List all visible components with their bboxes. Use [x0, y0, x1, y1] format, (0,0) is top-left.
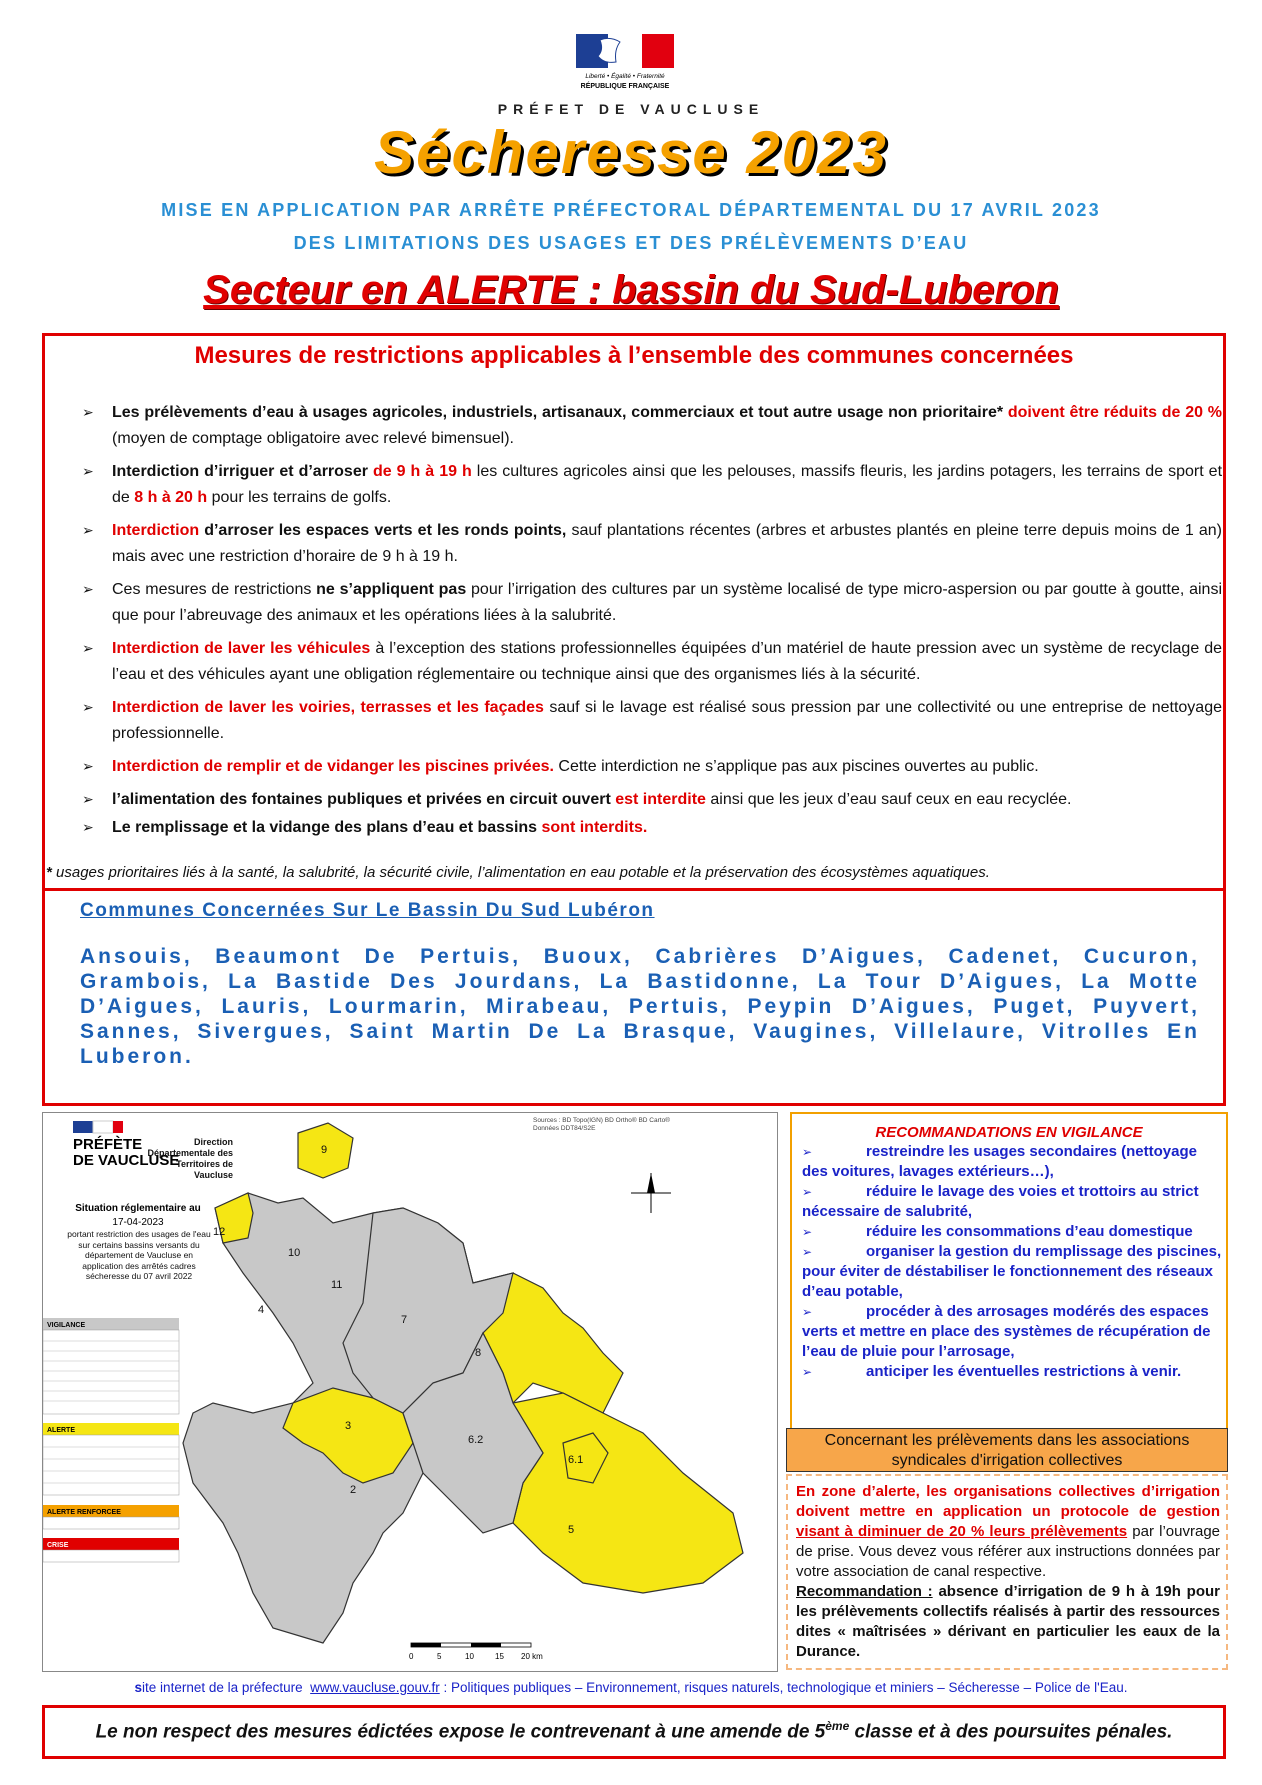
svg-text:10: 10: [465, 1652, 474, 1661]
restriction-item: ➢ Interdiction de remplir et de vidanger les piscines privées. Cette interdiction ne s’applique pas aux piscines ouvertes au public.: [82, 754, 1222, 780]
sector-heading: Secteur en ALERTE : bassin du Sud-Luberon: [203, 268, 1059, 312]
situation-date: 17-04-2023: [112, 1217, 164, 1228]
svg-text:8: 8: [475, 1347, 482, 1359]
svg-text:2: 2: [350, 1484, 357, 1496]
svg-text:12: 12: [213, 1226, 226, 1238]
arrow-icon: ➢: [802, 1145, 813, 1159]
situation-title: Situation réglementaire au: [75, 1203, 201, 1214]
svg-text:5: 5: [568, 1524, 575, 1536]
map-logo-line2: DE VAUCLUSE: [73, 1152, 180, 1169]
svg-text:0: 0: [409, 1652, 414, 1661]
warning-text: Le non respect des mesures édictées expose le contrevenant à une amende de 5ème classe et à des poursuites pénales.: [95, 1719, 1173, 1743]
legend-vigilance: [43, 1318, 179, 1414]
map-scale-bar: [409, 1643, 543, 1661]
logo-republic: RÉPUBLIQUE FRANÇAISE: [580, 83, 670, 90]
recommandations-list: [802, 1142, 1222, 1382]
logo-motto: Liberté • Égalité • Fraternité: [585, 73, 665, 80]
prefet-label: PRÉFET DE VAUCLUSE: [497, 101, 765, 117]
map-sources: Sources : BD Topo(IGN) BD Ortho® BD Carto® Données DDT84/S2E: [533, 1117, 670, 1132]
subtitle-line2: DES LIMITATIONS DES USAGES ET DES PRÉLÈVEMENTS D’EAU: [293, 233, 969, 253]
marianne-logo: [570, 34, 680, 96]
svg-text:CRISE: CRISE: [47, 1542, 69, 1549]
recommandation-item: ➢ anticiper les éventuelles restrictions à venir.: [802, 1363, 1182, 1380]
legend-renforcee: [43, 1505, 179, 1529]
legend-alerte: [43, 1423, 179, 1495]
arrow-icon: ➢: [802, 1245, 813, 1259]
site-info: site internet de la préfecture www.vaucluse.gouv.fr : Politiques publiques – Environnement, risques naturels, technologique et miniers – Sécheresse – Police de l'Eau.: [134, 1680, 1128, 1695]
restriction-item: ➢ Ces mesures de restrictions ne s’appliquent pas pour l’irrigation des cultures par un système localisé de type micro-aspersion ou par goutte à goutte, ainsi que pour l’abreuvage des animaux et les opérations liées à la salubrité.: [82, 577, 1222, 629]
svg-text:9: 9: [321, 1144, 328, 1156]
communes-title: Communes Concernées Sur Le Bassin Du Sud Lubéron: [80, 900, 655, 921]
restriction-item: ➢ Interdiction de laver les voiries, terrasses et les façades sauf si le lavage est réalisé sous pression par une collectivité ou une entreprise de nettoyage professionnelle.: [82, 695, 1222, 747]
recommandation-item: ➢ réduire le lavage des voies et trottoirs au strict nécessaire de salubrité,: [802, 1183, 1199, 1220]
restrictions-list: [82, 400, 1222, 848]
recommandation-item: ➢ réduire les consommations d’eau domestique: [802, 1223, 1193, 1240]
svg-text:3: 3: [345, 1420, 352, 1432]
situation-text: portant restriction des usages de l'eau sur certains bassins versants du département de Vaucluse en application des arrêtés cadres sécheresse du 07 avril 2022: [67, 1229, 211, 1281]
arrow-icon: ➢: [802, 1365, 813, 1379]
restriction-item: ➢ Les prélèvements d’eau à usages agricoles, industriels, artisanaux, commerciaux et tout autre usage non prioritaire* doivent être réduits de 20 % (moyen de comptage obligatoire avec relevé bimensuel).: [82, 400, 1222, 452]
footnote: * usages prioritaires liés à la santé, la salubrité, la sécurité civile, l’alimentation en eau potable et la préservation des écosystèmes aquatiques.: [46, 864, 990, 881]
arrow-icon: ➢: [802, 1185, 813, 1199]
svg-text:7: 7: [401, 1314, 408, 1326]
svg-text:10: 10: [288, 1247, 301, 1259]
svg-text:ALERTE RENFORCEE: ALERTE RENFORCEE: [47, 1509, 121, 1516]
svg-text:6.2: 6.2: [468, 1434, 484, 1446]
drought-map: [43, 1113, 777, 1671]
restriction-item: ➢ Interdiction d’arroser les espaces verts et les ronds points, sauf plantations récentes (arbres et arbustes plantés en pleine terre depuis moins de 1 an) mais avec une restriction d’horaire de 9 h à 19 h.: [82, 518, 1222, 570]
site-link[interactable]: www.vaucluse.gouv.fr: [310, 1680, 440, 1695]
svg-text:20 km: 20 km: [521, 1652, 543, 1661]
restriction-item: ➢ l’alimentation des fontaines publiques et privées en circuit ouvert est interdite ainsi que les jeux d’eau sauf ceux en eau recyclée.: [82, 787, 1222, 813]
subtitle-line1: MISE EN APPLICATION PAR ARRÊTE PRÉFECTORAL DÉPARTEMENTAL DU 17 AVRIL 2023: [161, 200, 1101, 220]
communes-list: Ansouis, Beaumont De Pertuis, Buoux, Cabrières D’Aigues, Cadenet, Cucuron, Grambois, La Bastide Des Jourdans, La Bastidonne, La Tour D’Aigues, La Motte D’Aigues, Lauris, Lourmarin, Mirabeau, Pertuis, Peypin D’Aigues, Puget, Puyvert, Sannes, Sivergues, Saint Martin De La Brasque, Vaugines, Villelaure, Vitrolles En Luberon.: [80, 945, 1200, 1068]
svg-text:15: 15: [495, 1652, 504, 1661]
vaucluse-map: [183, 1123, 743, 1643]
arrow-icon: ➢: [802, 1225, 813, 1239]
north-arrow-icon: [631, 1173, 671, 1213]
svg-text:4: 4: [258, 1304, 265, 1316]
restriction-item: ➢ Interdiction de laver les véhicules à l’exception des stations professionnelles équipées d’un matériel de haute pression avec un système de recyclage de l’eau et des véhicules ayant une obligation réglementaire ou technique ainsi que des organismes liés à la sécurité.: [82, 636, 1222, 688]
alerte-zone-text: En zone d’alerte, les organisations collectives d’irrigation doivent mettre en application un protocole de gestion visant à diminuer de 20 % leurs prélèvements par l’ouvrage de prise. Vous devez vous référer aux instructions données par votre association de canal respective. Recommandation : absence d’irrigation de 9 h à 19h pour les prélèvements collectifs réalisés à partir des ressources dites « maîtrisées » dérivant en particulier les eaux de la Durance.: [796, 1483, 1221, 1660]
concernant-text: Concernant les prélèvements dans les associations syndicales d'irrigation collectives: [824, 1432, 1190, 1469]
restriction-item: ➢ Le remplissage et la vidange des plans d’eau et bassins sont interdits.: [82, 815, 1222, 841]
legend-crise: [43, 1538, 179, 1562]
recommandations-title: RECOMMANDATIONS EN VIGILANCE: [875, 1124, 1143, 1141]
page-title: Sécheresse 2023: [374, 119, 888, 186]
recommandation-item: ➢ restreindre les usages secondaires (nettoyage des voitures, lavages extérieurs…),: [802, 1143, 1197, 1180]
restrictions-title: Mesures de restrictions applicables à l’ensemble des communes concernées: [194, 342, 1074, 369]
svg-text:6.1: 6.1: [568, 1454, 584, 1466]
svg-text:5: 5: [437, 1652, 442, 1661]
recommandation-item: ➢ organiser la gestion du remplissage des piscines, pour éviter de déstabiliser le fonctionnement des réseaux d’eau potable,: [802, 1243, 1222, 1300]
map-direction: Direction Départementale des Territoires de Vaucluse: [147, 1137, 233, 1180]
svg-text:11: 11: [331, 1279, 343, 1291]
svg-text:ALERTE: ALERTE: [47, 1427, 75, 1434]
svg-text:VIGILANCE: VIGILANCE: [47, 1322, 86, 1329]
recommandation-item: ➢ procéder à des arrosages modérés des espaces verts et mettre en place des systèmes de récupération de l’eau de pluie pour l’arrosage,: [802, 1303, 1211, 1360]
arrow-icon: ➢: [802, 1305, 813, 1319]
restriction-item: ➢ Interdiction d’irriguer et d’arroser de 9 h à 19 h les cultures agricoles ainsi que les pelouses, massifs fleuris, les jardins potagers, les terrains de sport et de 8 h à 20 h pour les terrains de golfs.: [82, 459, 1222, 511]
map-logo-line1: PRÉFÈTE: [73, 1136, 143, 1153]
